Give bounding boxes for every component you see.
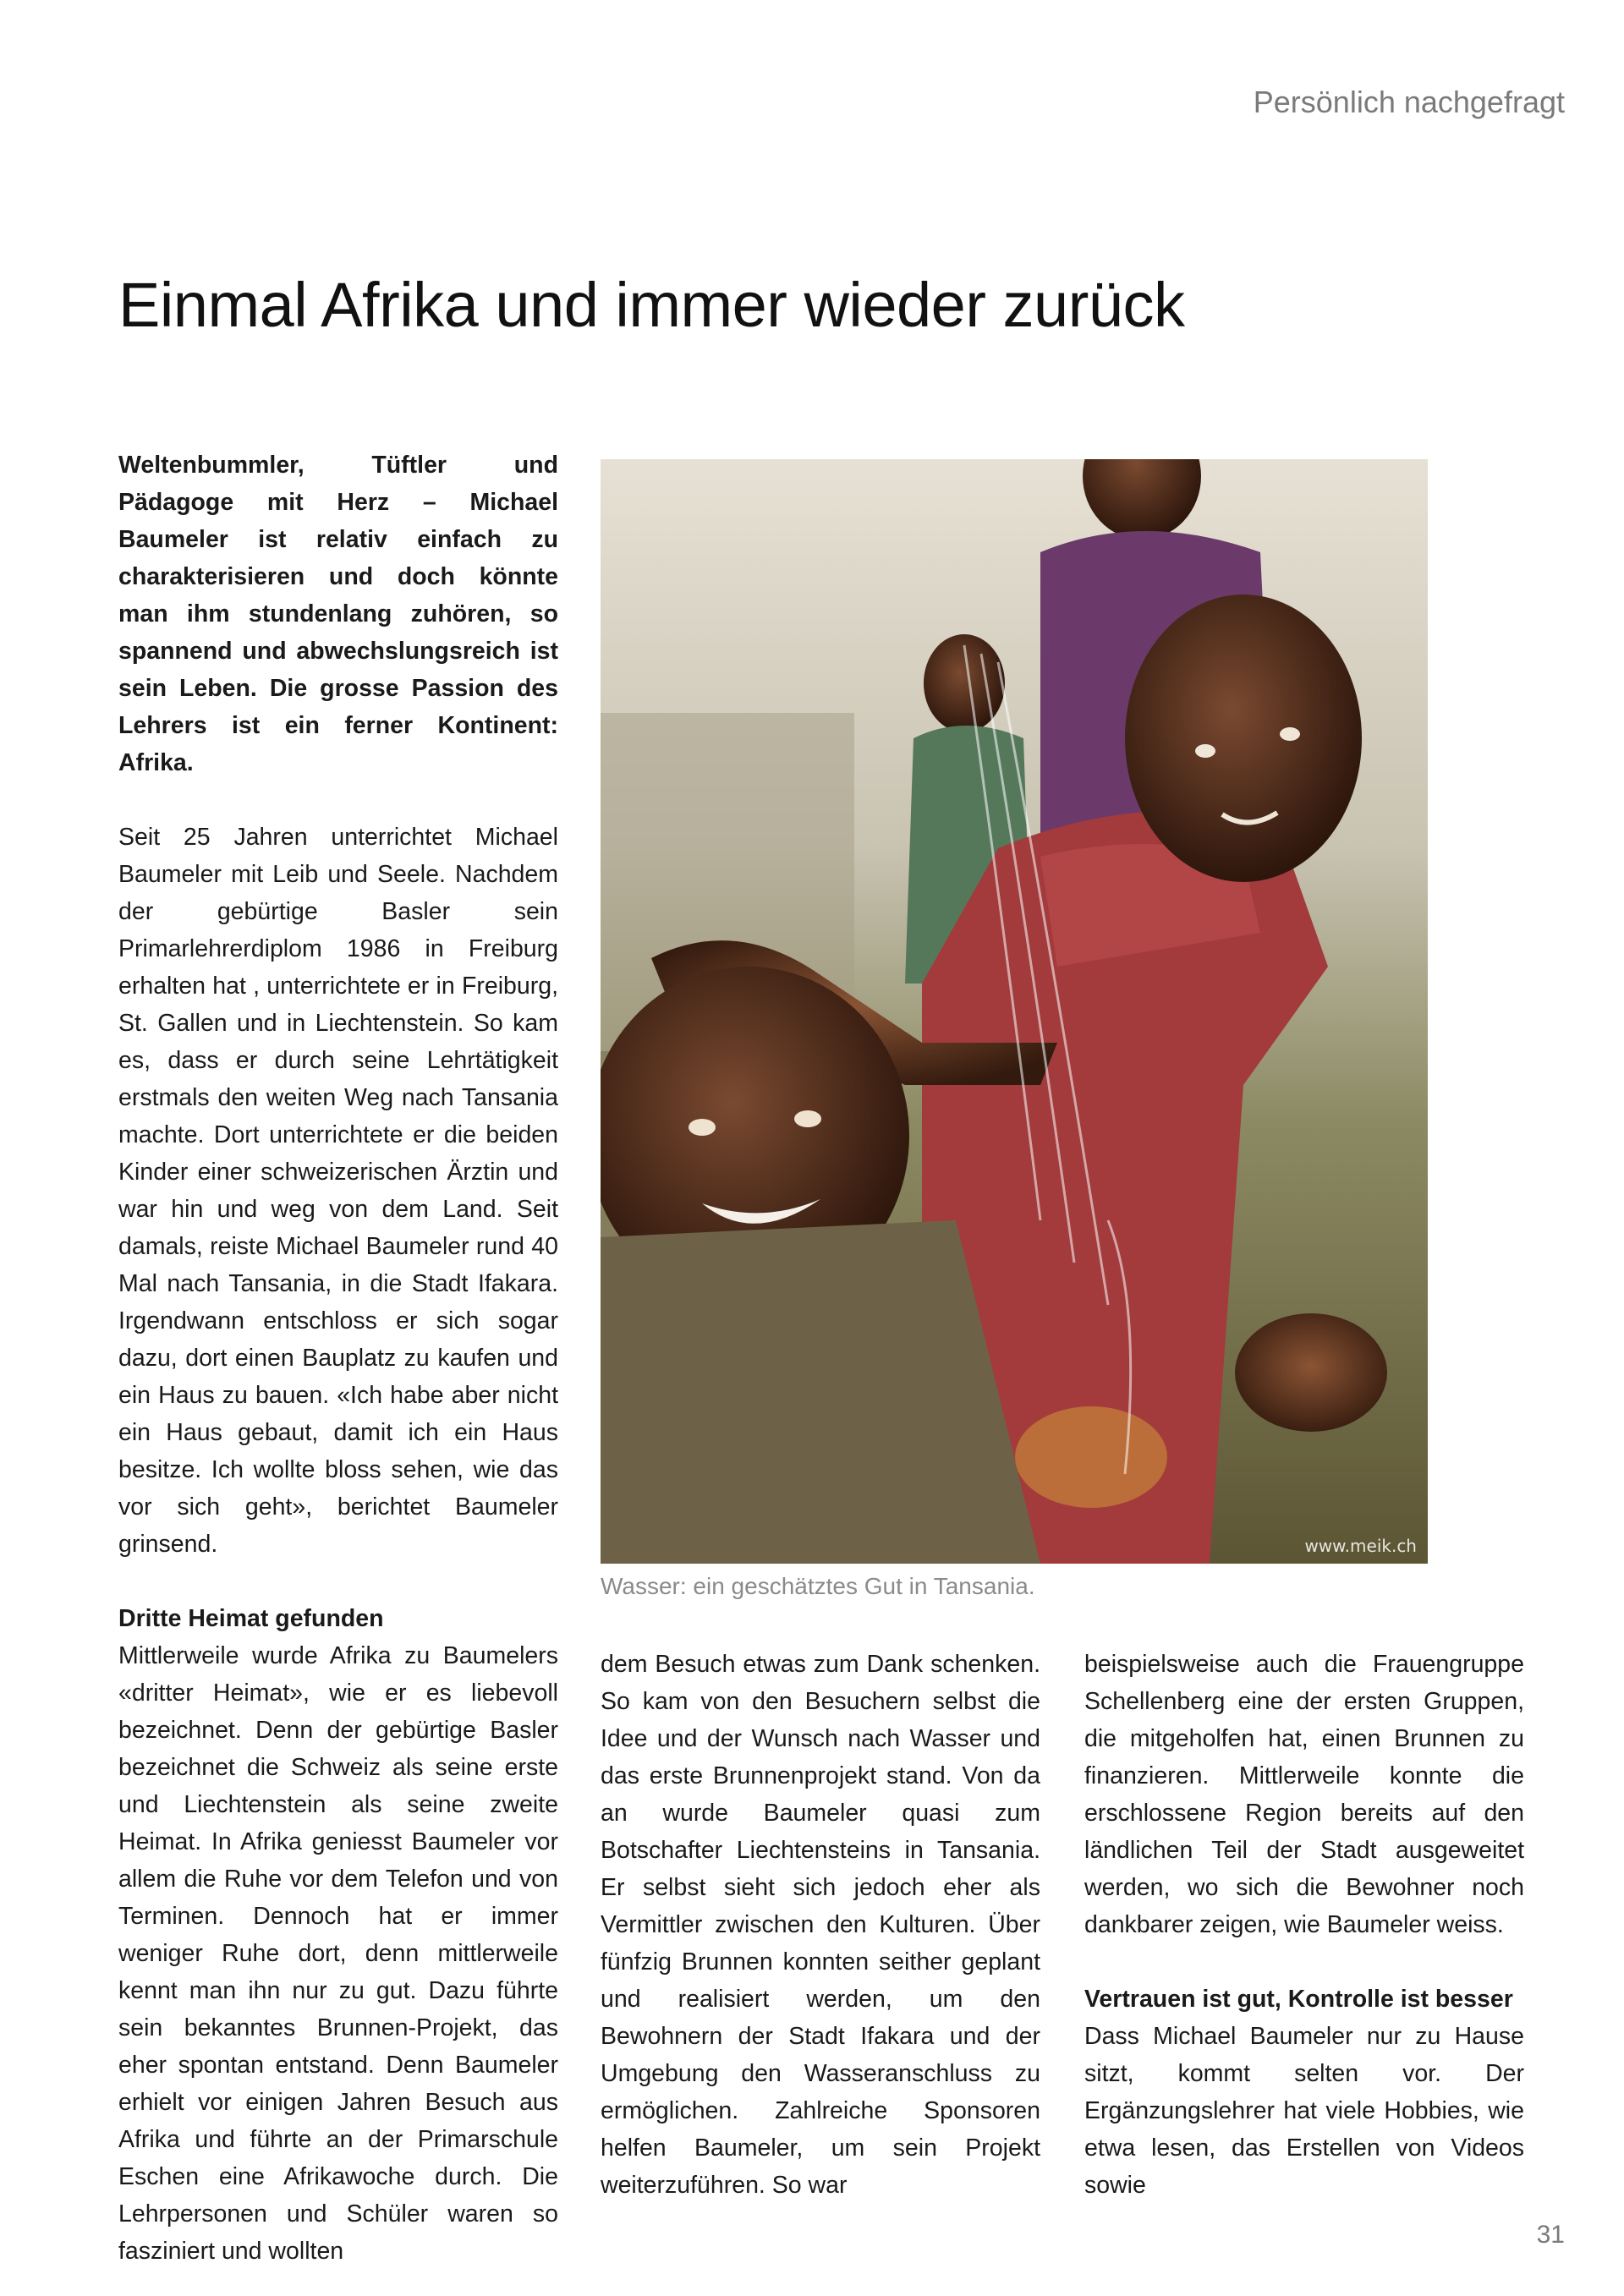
subheading: Vertrauen ist gut, Kontrolle ist besser	[1084, 1986, 1513, 2013]
column-middle	[601, 1646, 1040, 2204]
photo-watermark: www.meik.ch	[1304, 1536, 1417, 1556]
body-paragraph: dem Besuch etwas zum Dank schenken. So kam von den Besuchern selbst die Idee und der Wunsch nach Wasser und das erste Brunnenprojekt stand. Von da an wurde Baumeler quasi zum Botschafter Liechtensteins in Tansania. Er selbst sieht sich jedoch eher als Vermittler zwischen den Kulturen. Über fünfzig Brunnen konnten seither geplant und realisiert werden, um den Bewohnern der Stadt Ifakara und der Umgebung den Wasseranschluss zu ermöglichen. Zahlreiche Sponsoren helfen Baumeler, um sein Projekt weiterzuführen. So war	[601, 1651, 1040, 2199]
column-left	[118, 447, 558, 2270]
section-header: Persönlich nachgefragt	[1253, 85, 1565, 119]
column-right	[1084, 1646, 1524, 2204]
body-paragraph: Mittlerweile wurde Afrika zu Baumelers «dritter Heimat», wie er es liebevoll bezeichnet. Denn der gebürtige Basler bezeichnet die Schweiz als seine erste und Liechtenstein als seine zweite Heimat. In Afrika geniesst Baumeler vor allem die Ruhe vor dem Telefon und von Terminen. Dennoch hat er immer weniger Ruhe dort, denn mittlerweile kennt man ihn nur zu gut. Dazu führte sein bekanntes Brunnen-Projekt, das eher spontan entstand. Denn Baumeler erhielt vor einigen Jahren Besuch aus Afrika und führte an der Primarschule Eschen eine Afrikawoche durch. Die Lehrpersonen und Schüler waren so fasziniert und wollten	[118, 1642, 558, 2265]
lead-paragraph: Weltenbummler, Tüftler und Pädagoge mit Herz – Michael Baumeler ist relativ einfach zu charakterisieren und doch könnte man ihm stundenlang zuhören, so spannend und abwechslungsreich ist sein Leben. Die grosse Passion des Lehrers ist ein ferner Kontinent: Afrika.	[118, 452, 558, 776]
body-paragraph: beispielsweise auch die Frauengruppe Schellenberg eine der ersten Gruppen, die mitgeholfen hat, einen Brunnen zu finanzieren. Mittlerweile konnte die erschlossene Region bereits auf den ländlichen Teil der Stadt ausgeweitet werden, wo sich die Bewohner noch dankbarer zeigen, wie Baumeler weiss.	[1084, 1651, 1524, 1938]
article-title: Einmal Afrika und immer wieder zurück	[118, 270, 1185, 340]
photo-caption: Wasser: ein geschätztes Gut in Tansania.	[601, 1573, 1035, 1599]
subheading: Dritte Heimat gefunden	[118, 1605, 384, 1632]
body-paragraph: Seit 25 Jahren unterrichtet Michael Baumeler mit Leib und Seele. Nachdem der gebürtige Basler sein Primarlehrerdiplom 1986 in Freiburg erhalten hat , unterrichtete er in Freiburg, St. Gallen und in Liechtenstein. So kam es, dass er durch seine Lehrtätigkeit erstmals den weiten Weg nach Tansania machte. Dort unterrichtete er die beiden Kinder einer schweizerischen Ärztin und war hin und weg von dem Land. Seit damals, reiste Michael Baumeler rund 40 Mal nach Tansania, in die Stadt Ifakara. Irgendwann entschloss er sich sogar dazu, dort einen Bauplatz zu kaufen und ein Haus zu bauen. «Ich habe aber nicht ein Haus gebaut, damit ich ein Haus besitze. Ich wollte bloss sehen, wie das vor sich geht», berichtet Baumeler grinsend.	[118, 824, 558, 1558]
page-number: 31	[1536, 2221, 1565, 2249]
article-photo	[601, 459, 1428, 1564]
body-paragraph: Dass Michael Baumeler nur zu Hause sitzt, kommt selten vor. Der Ergänzungslehrer hat viele Hobbies, wie etwa lesen, das Erstellen von Videos sowie	[1084, 2023, 1524, 2199]
